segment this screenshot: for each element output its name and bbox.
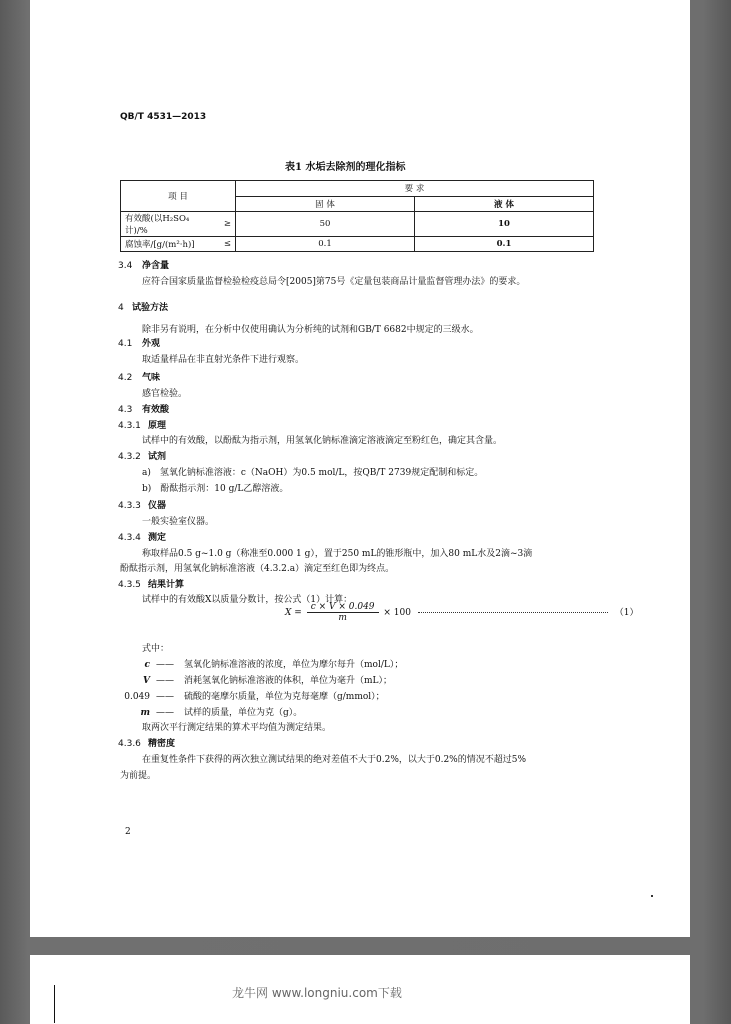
section-4-3-3-text: 一般实验室仪器。	[142, 517, 215, 527]
section-4-text: 除非另有说明，在分析中仅使用确认为分析纯的试剂和GB/T 6682中规定的三级水。	[142, 325, 479, 335]
section-4-3-4-heading: 4.3.4 测定	[118, 533, 167, 543]
row-solid: 50	[236, 212, 415, 237]
section-4-3-3-heading: 4.3.3 仪器	[118, 501, 167, 511]
section-3-4-heading: 3.4 净含量	[118, 261, 170, 271]
section-3-4-text: 应符合国家质量监督检验检疫总局令[2005]第75号《定量包装商品计量监督管理办法》的要求。	[142, 277, 526, 287]
section-4-3-1-text: 试样中的有效酸，以酚酞为指示剂，用氢氧化钠标准滴定溶液滴定至粉红色，确定其含量。	[142, 436, 503, 446]
section-4-2-heading: 4.2 气味	[118, 373, 161, 383]
table-header-item: 项 目	[121, 181, 236, 212]
formula-fraction	[307, 602, 379, 623]
row-solid: 0.1	[236, 237, 415, 252]
formula-number: （1）	[614, 608, 639, 618]
formula-tail: × 100	[383, 608, 411, 618]
page-number: 2	[125, 827, 131, 837]
formula-leader	[418, 612, 608, 613]
where-label: 式中：	[142, 644, 170, 654]
table-row	[121, 237, 594, 252]
formula-numerator: c × V × 0.049	[307, 602, 379, 613]
margin-line	[54, 985, 55, 1023]
spec-table	[120, 180, 594, 252]
table-header-liquid: 液 体	[415, 196, 594, 212]
row-liquid: 10	[415, 212, 594, 237]
section-4-3-5-heading: 4.3.5 结果计算	[118, 580, 185, 590]
table-row	[121, 212, 594, 237]
document-page	[30, 0, 690, 937]
section-4-3-4-text-2: 酚酞指示剂，用氢氧化钠标准溶液（4.3.2.a）滴定至红色即为终点。	[120, 564, 395, 574]
table-header-requirement: 要 求	[236, 181, 594, 197]
section-4-3-1-heading: 4.3.1 原理	[118, 421, 167, 431]
table-header-solid: 固 体	[236, 196, 415, 212]
section-4-3-heading: 4.3 有效酸	[118, 405, 170, 415]
section-4-2-text: 感官检验。	[142, 389, 188, 399]
scan-speck	[651, 895, 653, 897]
formula-denominator: m	[338, 613, 347, 623]
section-4-3-2-heading: 4.3.2 试剂	[118, 452, 167, 462]
section-4-3-6-heading: 4.3.6 精密度	[118, 739, 176, 749]
section-4-1-heading: 4.1 外观	[118, 339, 161, 349]
table-caption: 表1 水垢去除剂的理化指标	[285, 162, 406, 173]
row-name: 有效酸(以H₂SO₄计)/%	[121, 212, 210, 237]
result-note: 取两次平行测定结果的算术平均值为测定结果。	[142, 723, 332, 733]
standard-header: QB/T 4531—2013	[120, 112, 207, 122]
var-0-049: 0.049 —— 硫酸的毫摩尔质量，单位为克每毫摩（g/mmol）；	[124, 692, 385, 702]
var-v: V —— 消耗氢氧化钠标准溶液的体积，单位为毫升（mL）；	[143, 676, 393, 686]
var-c: c —— 氢氧化钠标准溶液的浓度，单位为摩尔每升（mol/L）；	[144, 660, 404, 670]
reagent-b: b) 酚酞指示剂：10 g/L乙醇溶液。	[142, 484, 289, 494]
section-4-3-5-intro: 试样中的有效酸X以质量分数计，按公式（1）计算：	[142, 595, 353, 605]
var-m: m —— 试样的质量，单位为克（g）。	[140, 708, 303, 718]
section-4-3-6-text-2: 为前提。	[120, 771, 157, 781]
section-4-3-4-text-1: 称取样品0.5 g~1.0 g（称准至0.000 1 g），置于250 mL的锥形瓶中，加入80 mL水及2滴~3滴	[142, 549, 533, 559]
reagent-a: a) 氢氧化钠标准溶液：c（NaOH）为0.5 mol/L，按QB/T 2739规定配制和标定。	[142, 468, 484, 478]
row-liquid: 0.1	[415, 237, 594, 252]
section-4-1-text: 取适量样品在非直射光条件下进行观察。	[142, 355, 305, 365]
row-symbol: ≥	[209, 212, 236, 237]
formula-lhs: X =	[285, 608, 302, 618]
section-4-3-6-text-1: 在重复性条件下获得的两次独立测试结果的绝对差值不大于0.2%，以大于0.2%的情况不超过5%	[142, 755, 527, 765]
formula-1	[285, 602, 638, 623]
section-4-heading: 4 试验方法	[118, 303, 169, 313]
watermark-footer: 龙牛网 www.longniu.com下载	[232, 986, 402, 1000]
row-name: 腐蚀率/[g/(m²·h)]	[121, 237, 210, 252]
row-symbol: ≤	[209, 237, 236, 252]
